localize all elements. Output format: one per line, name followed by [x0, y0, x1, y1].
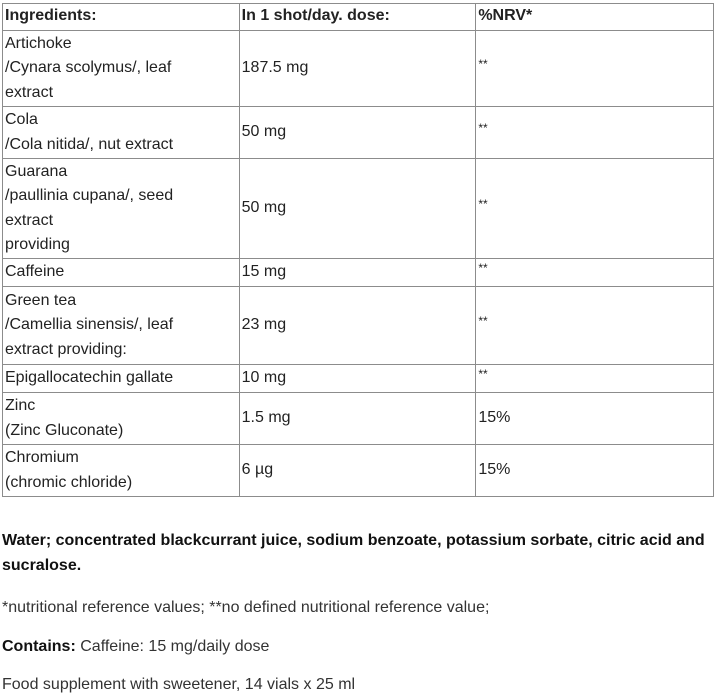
ingredient-cell: [3, 393, 240, 445]
table-row: [3, 159, 714, 259]
ingredient-detail: (chromic chloride): [5, 473, 133, 491]
composition-text: Water; concentrated blackcurrant juice, sodium benzoate, potassium sorbate, citric acid and sucralose.: [2, 532, 705, 574]
nutrition-table: [2, 3, 714, 497]
header-ingredients: Ingredients:: [3, 4, 240, 31]
table-row: [3, 365, 714, 393]
nrv-value: **: [478, 367, 488, 381]
ingredient-detail: /Cynara scolymus/, leaf: [5, 59, 172, 77]
ingredient-name: Green tea: [5, 291, 77, 309]
nrv-cell: 15%: [476, 393, 714, 445]
ingredient-detail: (Zinc Gluconate): [5, 421, 124, 439]
nrv-value: **: [478, 121, 488, 135]
table-row: [3, 259, 714, 287]
table-row: [3, 107, 714, 159]
nrv-value: **: [478, 261, 488, 275]
contains-label: Contains:: [2, 638, 76, 655]
header-nrv: %NRV*: [476, 4, 714, 31]
dose-cell: 50 mg: [239, 159, 476, 259]
table-row: [3, 31, 714, 107]
nrv-cell: [476, 287, 714, 365]
nrv-cell: [476, 259, 714, 287]
ingredient-detail: providing: [5, 236, 70, 253]
nrv-value: **: [478, 57, 488, 71]
ingredient-detail: /paullinia cupana/, seed: [5, 187, 174, 204]
ingredient-cell: [3, 445, 240, 497]
dose-cell: 50 mg: [239, 107, 476, 159]
ingredient-cell: [3, 365, 240, 393]
ingredient-name: Guarana: [5, 162, 68, 180]
contains-line: [2, 634, 714, 659]
dose-cell: 1.5 mg: [239, 393, 476, 445]
product-description: Food supplement with sweetener, 14 vials x 25 ml: [2, 676, 356, 693]
ingredient-detail: extract: [5, 83, 54, 101]
ingredient-name: Chromium: [5, 449, 79, 466]
table-header-row: [3, 4, 714, 31]
nrv-value: **: [478, 314, 488, 328]
table-row: [3, 393, 714, 445]
nrv-cell: [476, 31, 714, 107]
dose-cell: 15 mg: [239, 259, 476, 287]
ingredient-cell: [3, 31, 240, 107]
ingredient-name: Cola: [5, 111, 38, 128]
contains-value: Caffeine: 15 mg/daily dose: [80, 638, 270, 655]
nrv-footnote: *nutritional reference values; **no defined nutritional reference value;: [2, 599, 490, 616]
ingredient-cell: [3, 287, 240, 365]
ingredient-name: Zinc: [5, 397, 36, 414]
ingredient-detail: extract providing:: [5, 340, 127, 358]
ingredient-name: Artichoke: [5, 34, 72, 52]
table-row: [3, 287, 714, 365]
nrv-value: **: [478, 197, 488, 211]
ingredient-detail: /Cola nitida/, nut extract: [5, 135, 174, 153]
nutrition-section: [2, 3, 714, 497]
ingredient-name: Caffeine: [5, 263, 65, 281]
nrv-cell: 15%: [476, 445, 714, 497]
header-dose: In 1 shot/day. dose:: [239, 4, 476, 31]
dose-cell: 187.5 mg: [239, 31, 476, 107]
ingredient-detail: /Camellia sinensis/, leaf: [5, 316, 174, 334]
table-row: [3, 445, 714, 497]
dose-cell: 6 µg: [239, 445, 476, 497]
product-notes: [2, 528, 714, 697]
nrv-cell: [476, 159, 714, 259]
dose-cell: 10 mg: [239, 365, 476, 393]
ingredient-name: Epigallocatechin gallate: [5, 369, 174, 387]
dose-cell: 23 mg: [239, 287, 476, 365]
ingredient-detail: extract: [5, 211, 54, 229]
ingredient-cell: [3, 159, 240, 259]
nrv-cell: [476, 107, 714, 159]
ingredient-cell: [3, 259, 240, 287]
nrv-cell: [476, 365, 714, 393]
ingredient-cell: [3, 107, 240, 159]
